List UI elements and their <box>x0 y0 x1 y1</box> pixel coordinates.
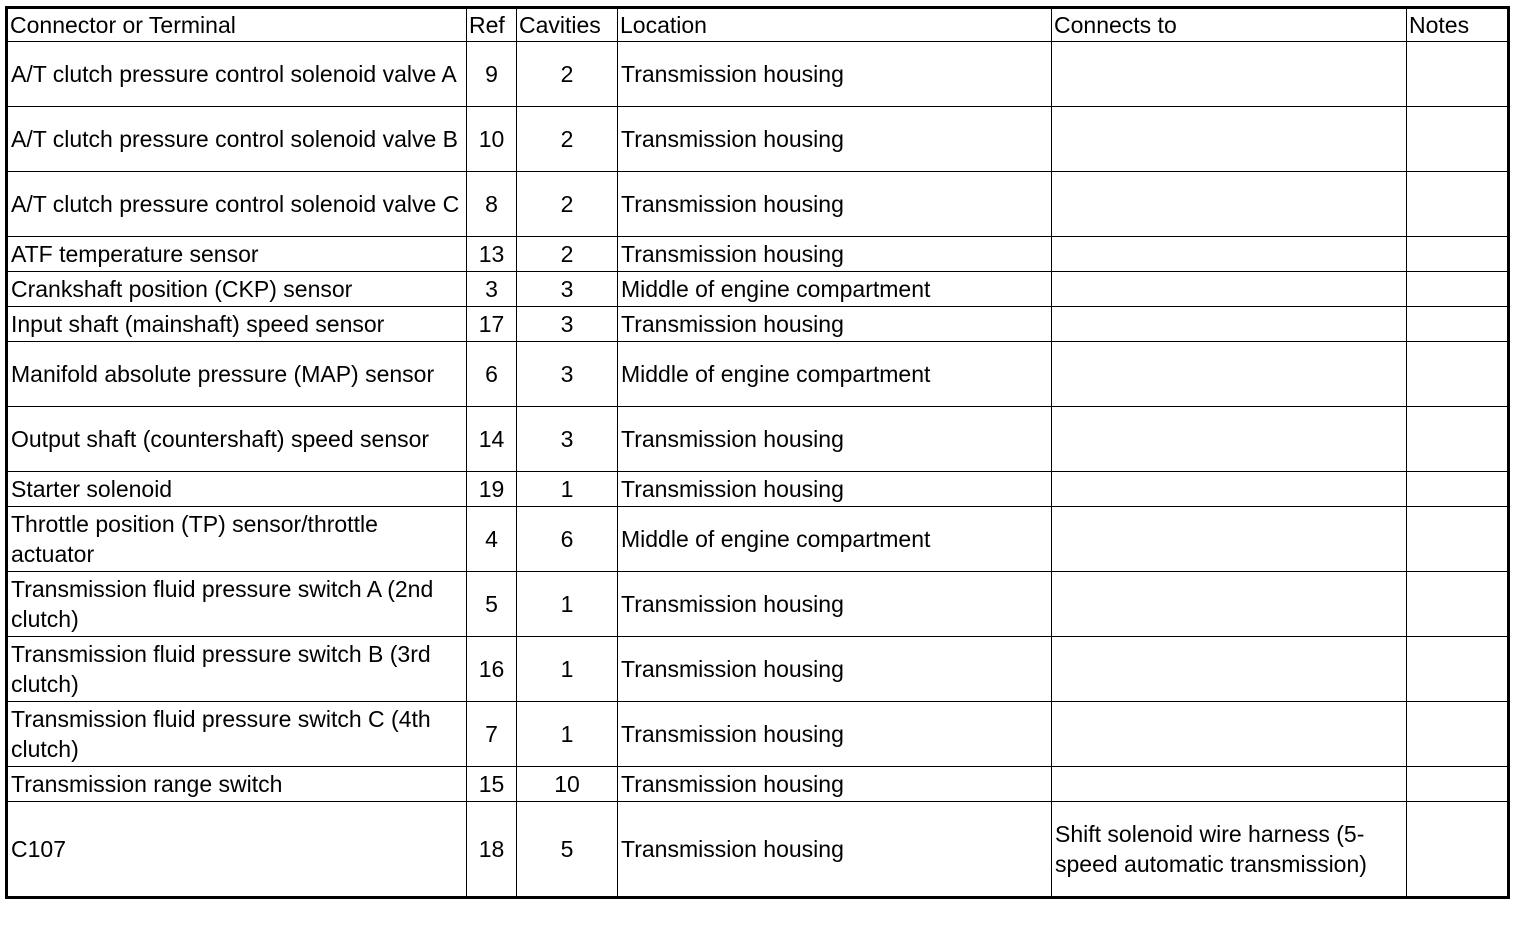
cell-location: Transmission housing <box>618 407 1052 472</box>
cell-cavities: 1 <box>517 702 618 767</box>
cell-notes <box>1407 767 1509 802</box>
cell-notes <box>1407 637 1509 702</box>
table-row <box>7 307 1509 342</box>
cell-cavities: 5 <box>517 802 618 898</box>
cell-cavities: 1 <box>517 472 618 507</box>
cell-connects-to <box>1052 237 1407 272</box>
cell-notes <box>1407 342 1509 407</box>
cell-connects-to <box>1052 272 1407 307</box>
cell-connector: Throttle position (TP) sensor/throttle actuator <box>7 507 467 572</box>
cell-connects-to <box>1052 637 1407 702</box>
cell-connector: Input shaft (mainshaft) speed sensor <box>7 307 467 342</box>
cell-notes <box>1407 472 1509 507</box>
cell-connects-to <box>1052 342 1407 407</box>
cell-location: Transmission housing <box>618 572 1052 637</box>
cell-notes <box>1407 307 1509 342</box>
cell-cavities: 2 <box>517 107 618 172</box>
cell-connects-to <box>1052 407 1407 472</box>
header-connects-to: Connects to <box>1052 8 1407 42</box>
cell-cavities: 3 <box>517 342 618 407</box>
cell-connector: A/T clutch pressure control solenoid valve C <box>7 172 467 237</box>
cell-ref: 15 <box>467 767 517 802</box>
cell-notes <box>1407 272 1509 307</box>
cell-ref: 4 <box>467 507 517 572</box>
cell-connects-to <box>1052 172 1407 237</box>
cell-connector: Starter solenoid <box>7 472 467 507</box>
cell-notes <box>1407 42 1509 107</box>
cell-connects-to <box>1052 572 1407 637</box>
table-row <box>7 342 1509 407</box>
cell-notes <box>1407 802 1509 898</box>
cell-ref: 14 <box>467 407 517 472</box>
cell-ref: 10 <box>467 107 517 172</box>
cell-ref: 5 <box>467 572 517 637</box>
cell-cavities: 1 <box>517 572 618 637</box>
cell-location: Transmission housing <box>618 237 1052 272</box>
cell-cavities: 2 <box>517 172 618 237</box>
cell-ref: 3 <box>467 272 517 307</box>
cell-connector: Crankshaft position (CKP) sensor <box>7 272 467 307</box>
cell-notes <box>1407 507 1509 572</box>
cell-ref: 18 <box>467 802 517 898</box>
cell-cavities: 3 <box>517 407 618 472</box>
cell-notes <box>1407 407 1509 472</box>
header-location: Location <box>618 8 1052 42</box>
cell-location: Transmission housing <box>618 42 1052 107</box>
cell-location: Transmission housing <box>618 107 1052 172</box>
cell-notes <box>1407 172 1509 237</box>
header-connector: Connector or Terminal <box>7 8 467 42</box>
cell-notes <box>1407 237 1509 272</box>
cell-ref: 19 <box>467 472 517 507</box>
cell-notes <box>1407 572 1509 637</box>
cell-connects-to <box>1052 42 1407 107</box>
cell-cavities: 2 <box>517 237 618 272</box>
table-row <box>7 172 1509 237</box>
table-row <box>7 507 1509 572</box>
cell-ref: 6 <box>467 342 517 407</box>
cell-ref: 8 <box>467 172 517 237</box>
cell-connects-to <box>1052 507 1407 572</box>
cell-cavities: 2 <box>517 42 618 107</box>
cell-ref: 9 <box>467 42 517 107</box>
cell-cavities: 6 <box>517 507 618 572</box>
cell-ref: 7 <box>467 702 517 767</box>
cell-connector: C107 <box>7 802 467 898</box>
cell-ref: 16 <box>467 637 517 702</box>
connector-table <box>5 6 1510 899</box>
header-ref: Ref <box>467 8 517 42</box>
cell-connects-to <box>1052 107 1407 172</box>
cell-connector: Transmission range switch <box>7 767 467 802</box>
cell-ref: 17 <box>467 307 517 342</box>
cell-connector: Output shaft (countershaft) speed sensor <box>7 407 467 472</box>
cell-cavities: 10 <box>517 767 618 802</box>
table-row <box>7 107 1509 172</box>
cell-cavities: 3 <box>517 272 618 307</box>
table-row <box>7 237 1509 272</box>
table-row <box>7 42 1509 107</box>
cell-ref: 13 <box>467 237 517 272</box>
header-notes: Notes <box>1407 8 1509 42</box>
cell-connects-to <box>1052 307 1407 342</box>
cell-connects-to <box>1052 767 1407 802</box>
table-row <box>7 272 1509 307</box>
cell-connector: ATF temperature sensor <box>7 237 467 272</box>
table-row <box>7 637 1509 702</box>
header-cavities: Cavities <box>517 8 618 42</box>
cell-connector: Transmission fluid pressure switch C (4th clutch) <box>7 702 467 767</box>
cell-location: Transmission housing <box>618 702 1052 767</box>
cell-location: Transmission housing <box>618 472 1052 507</box>
table-row <box>7 702 1509 767</box>
cell-connector: Transmission fluid pressure switch B (3rd clutch) <box>7 637 467 702</box>
cell-notes <box>1407 702 1509 767</box>
cell-connects-to <box>1052 472 1407 507</box>
cell-connector: A/T clutch pressure control solenoid valve B <box>7 107 467 172</box>
table-row <box>7 472 1509 507</box>
table-row <box>7 802 1509 898</box>
cell-connects-to: Shift solenoid wire harness (5-speed automatic transmission) <box>1052 802 1407 898</box>
cell-location: Transmission housing <box>618 767 1052 802</box>
cell-location: Middle of engine compartment <box>618 342 1052 407</box>
table-row <box>7 572 1509 637</box>
cell-connects-to <box>1052 702 1407 767</box>
cell-cavities: 3 <box>517 307 618 342</box>
connector-table-wrapper <box>5 6 1510 899</box>
cell-cavities: 1 <box>517 637 618 702</box>
cell-location: Middle of engine compartment <box>618 507 1052 572</box>
cell-location: Transmission housing <box>618 307 1052 342</box>
cell-connector: A/T clutch pressure control solenoid valve A <box>7 42 467 107</box>
cell-location: Transmission housing <box>618 802 1052 898</box>
table-row <box>7 767 1509 802</box>
header-row <box>7 8 1509 42</box>
cell-notes <box>1407 107 1509 172</box>
table-row <box>7 407 1509 472</box>
cell-location: Middle of engine compartment <box>618 272 1052 307</box>
cell-connector: Transmission fluid pressure switch A (2nd clutch) <box>7 572 467 637</box>
cell-location: Transmission housing <box>618 172 1052 237</box>
cell-connector: Manifold absolute pressure (MAP) sensor <box>7 342 467 407</box>
cell-location: Transmission housing <box>618 637 1052 702</box>
